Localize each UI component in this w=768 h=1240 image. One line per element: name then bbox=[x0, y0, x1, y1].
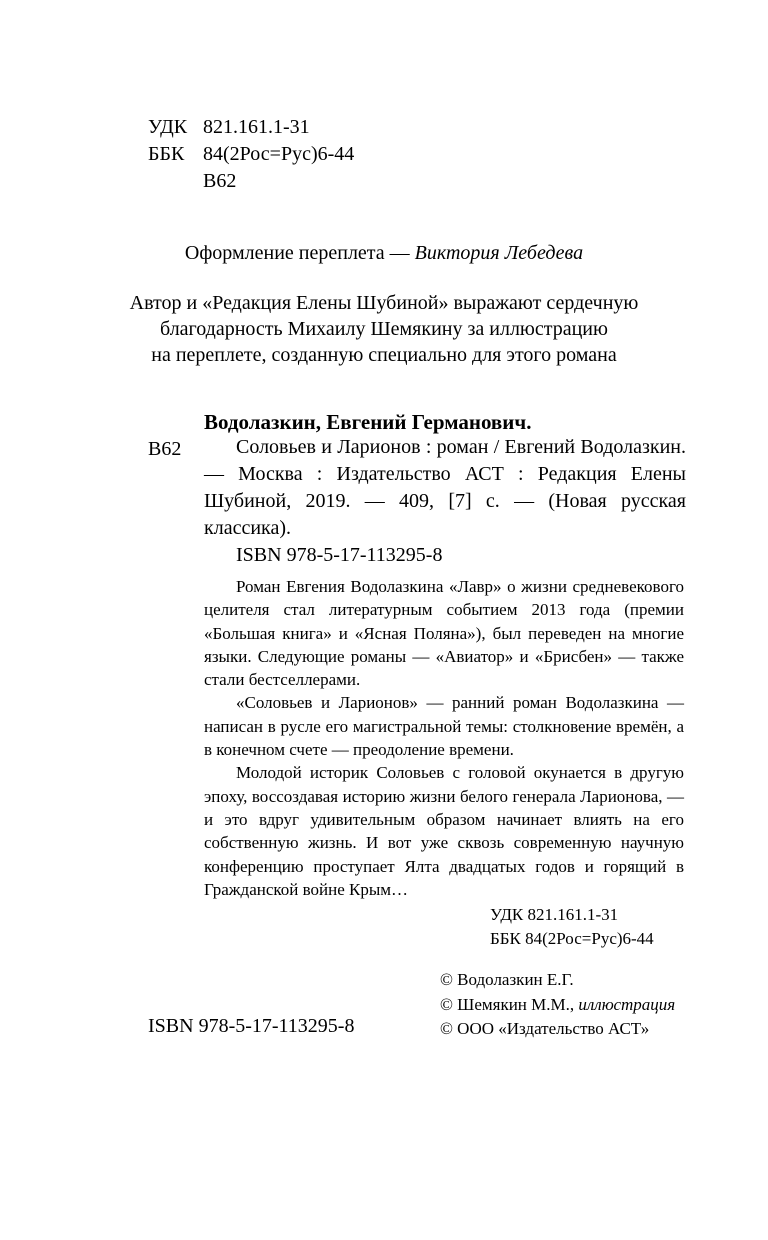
copyright-illustrator bbox=[440, 993, 675, 1018]
cover-design-credit bbox=[0, 240, 768, 267]
classification-codes-bottom bbox=[490, 903, 654, 951]
copyright-notices bbox=[440, 968, 675, 1042]
design-credit-text: Оформление переплета — bbox=[184, 242, 415, 264]
annotation-paragraph: Роман Евгения Водолазкина «Лавр» о жизни средневекового целителя стал литературным событием 2013 года (премии «Большая книга» и «Ясная Поляна»), был переведен на многие языки. Следующие романы — «Авиатор» и «Брисбен» — также стали бестселлерами. bbox=[204, 577, 684, 690]
copyright-publisher: © ООО «Издательство АСТ» bbox=[440, 1019, 650, 1038]
acknowledgement-line: Автор и «Редакция Елены Шубиной» выражают сердечную bbox=[129, 292, 639, 314]
acknowledgement-line: благодарность Михаилу Шемякину за иллюстрацию bbox=[160, 318, 608, 340]
author-code-row bbox=[148, 168, 354, 195]
author-heading: Водолазкин, Евгений Германович. bbox=[204, 410, 532, 434]
udk-label: УДК bbox=[148, 116, 188, 138]
classification-codes-top bbox=[148, 114, 354, 195]
isbn-bottom: ISBN 978-5-17-113295-8 bbox=[148, 1015, 355, 1037]
bbk-value: 84(2Рос=Рус)6-44 bbox=[203, 143, 355, 165]
bbk-code: ББК 84(2Рос=Рус)6-44 bbox=[490, 929, 654, 948]
bbk-label: ББК bbox=[148, 143, 185, 165]
copyright-author: © Водолазкин Е.Г. bbox=[440, 970, 574, 989]
udk-row bbox=[148, 114, 354, 141]
acknowledgement-line: на переплете, созданную специально для этого романа bbox=[151, 344, 617, 366]
author-code: В62 bbox=[203, 170, 237, 192]
udk-value: 821.161.1-31 bbox=[203, 116, 310, 138]
bibliographic-description: Соловьев и Ларионов : роман / Евгений Водолазкин. — Москва : Издательство АСТ : Редакция Елены Шубиной, 2019. — 409, [7] с. — (Новая русская классика). bbox=[204, 436, 686, 539]
isbn: ISBN 978-5-17-113295-8 bbox=[236, 544, 443, 566]
bbk-row bbox=[148, 141, 354, 168]
book-code: В62 bbox=[148, 438, 182, 460]
annotation-paragraph: «Соловьев и Ларионов» — ранний роман Водолазкина — написан в русле его магистральной темы: столкновение времён, а в конечном счете — преодоление времени. bbox=[204, 693, 684, 760]
copyright-illustrator-role: иллюстрация bbox=[578, 994, 676, 1014]
annotation bbox=[204, 575, 684, 901]
acknowledgement bbox=[110, 290, 658, 368]
designer-name: Виктория Лебедева bbox=[414, 242, 584, 264]
copyright-illustrator-text: © Шемякин М.М., bbox=[440, 994, 579, 1014]
udk-code: УДК 821.161.1-31 bbox=[490, 905, 619, 924]
annotation-paragraph: Молодой историк Соловьев с головой окунается в другую эпоху, воссоздавая историю жизни белого генерала Ларионова, — и это вдруг удивительным образом начинает влиять на его собственную жизнь. И вот уже сквозь современную научную конференцию проступает Ялта двадцатых годов и горящий в Гражданской войне Крым… bbox=[204, 763, 684, 899]
